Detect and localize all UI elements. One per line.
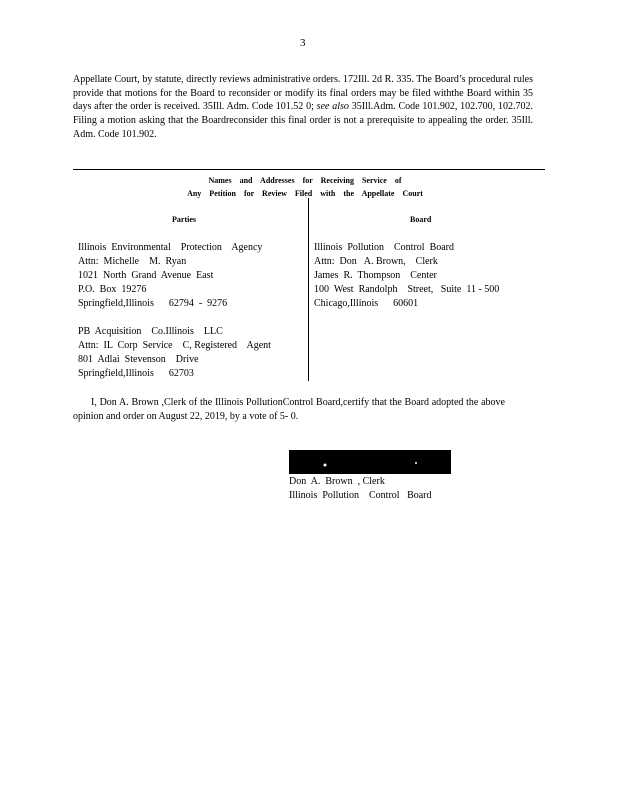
signature-marks-icon: [289, 450, 451, 474]
section-rule: [73, 169, 545, 170]
address-line: 1021 North Grand Avenue East: [78, 270, 214, 281]
party-address-pb-acquisition: [78, 325, 271, 381]
address-line: PB Acquisition Co.Illinois LLC: [78, 326, 223, 337]
column-divider: [308, 198, 309, 381]
signatory-organization: Illinois Pollution Control Board: [289, 490, 432, 501]
address-line: 801 Adlai Stevenson Drive: [78, 354, 199, 365]
parties-heading: Parties: [172, 215, 196, 224]
board-address: [314, 241, 499, 311]
address-line: Illinois Environmental Protection Agency: [78, 242, 263, 253]
signatory-name: Don A. Brown , Clerk: [289, 476, 385, 487]
page-number: 3: [300, 37, 306, 49]
appeal-paragraph-text-a: Appellate Court, by statute, directly reviews administrative orders. 172Ill. 2d R. 335. The Board’s procedural rules provide that motions for the Board to reconsider or modify its final orders may be filed withthe Board within 35 days after the order is received. 35Ill. Adm. Code 101.52 0;: [73, 74, 533, 113]
address-line: Chicago,Illinois 60601: [314, 298, 419, 309]
address-line: James R. Thompson Center: [314, 270, 437, 281]
signature-block: [289, 475, 432, 503]
address-line: Attn: IL Corp Service C, Registered Agent: [78, 340, 271, 351]
address-line: Springfield,Illinois 62794 - 9276: [78, 298, 228, 309]
address-line: Springfield,Illinois 62703: [78, 368, 194, 379]
address-line: 100 West Randolph Street, Suite 11 - 500: [314, 284, 500, 295]
address-line: Attn: Don A. Brown, Clerk: [314, 256, 438, 267]
appeal-paragraph-text-b: 35Ill.Adm. Code 101.902, 102.700, 102.702. Filing a motion asking that the Boardreconsider this final order is not a prerequisite to appealing the order. 35Ill. Adm. Code 101.902.: [73, 101, 533, 140]
redacted-signature: [289, 450, 451, 474]
party-address-iepa: [78, 241, 262, 311]
see-also-citation-signal: see also: [316, 101, 349, 113]
address-line: Illinois Pollution Control Board: [314, 242, 455, 253]
address-line: Attn: Michelle M. Ryan: [78, 256, 187, 267]
service-list-title: [150, 174, 460, 200]
service-list-title-line-2: Any Petition for Review Filed with the Appellate Court: [187, 189, 423, 198]
board-heading: Board: [410, 215, 432, 224]
certification-paragraph: I, Don A. Brown ,Clerk of the Illinois PollutionControl Board,certify that the Board adopted the above opinion and order on August 22, 2019, by a vote of 5- 0.: [73, 397, 505, 422]
service-list-title-line-1: Names and Addresses for Receiving Service of: [208, 176, 402, 185]
address-line: P.O. Box 19276: [78, 284, 147, 295]
appeal-paragraph: [73, 73, 533, 142]
